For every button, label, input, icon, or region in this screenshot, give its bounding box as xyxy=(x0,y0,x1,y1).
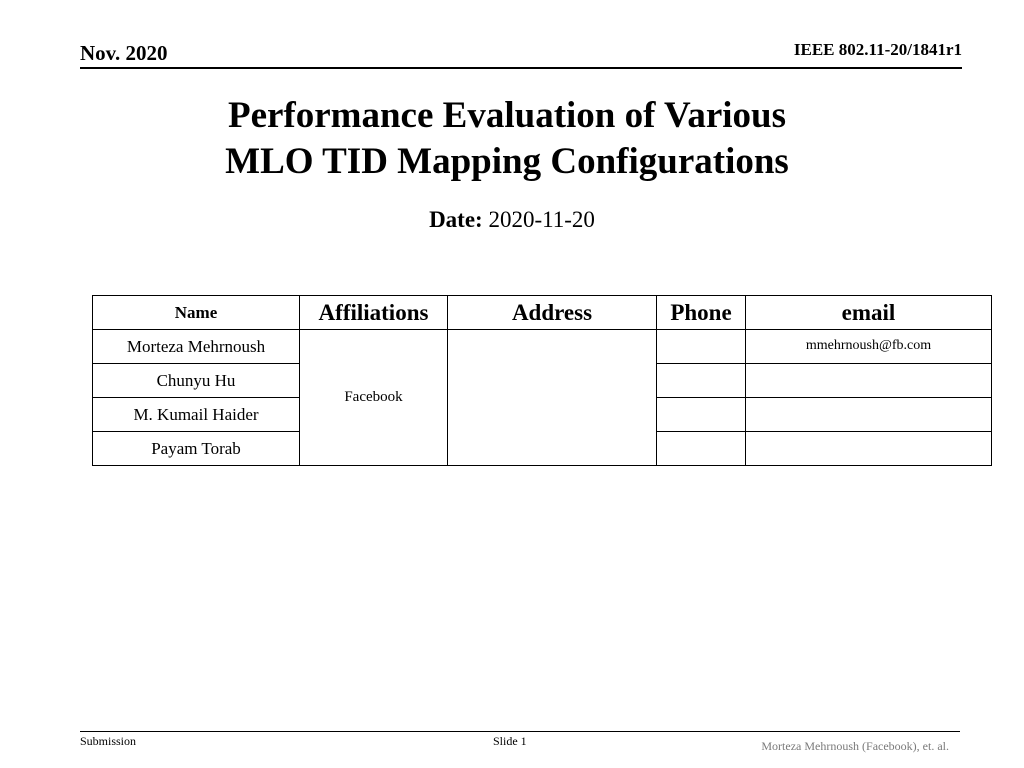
slide-title-line-1: Performance Evaluation of Various xyxy=(227,95,787,136)
author-email xyxy=(746,364,992,398)
column-header-phone: Phone xyxy=(657,296,746,330)
date-label: Date: xyxy=(429,207,483,232)
author-email xyxy=(746,398,992,432)
column-header-email: email xyxy=(746,296,992,330)
author-phone xyxy=(657,432,746,466)
header-document-id: IEEE 802.11-20/1841r1 xyxy=(793,40,962,59)
author-table xyxy=(92,295,992,466)
column-header-address: Address xyxy=(448,296,657,330)
author-name: Payam Torab xyxy=(93,432,300,466)
slide-title xyxy=(0,93,1014,185)
author-affiliation: Facebook xyxy=(300,330,448,466)
author-phone xyxy=(657,330,746,364)
author-phone xyxy=(657,364,746,398)
table-row xyxy=(93,330,992,364)
author-email xyxy=(746,432,992,466)
author-email: mmehrnoush@fb.com xyxy=(746,330,992,364)
footer-divider xyxy=(80,731,960,732)
author-name: Chunyu Hu xyxy=(93,364,300,398)
footer-slide-number: Slide 1 xyxy=(493,734,527,748)
column-header-name: Name xyxy=(93,296,300,330)
header-date: Nov. 2020 xyxy=(80,41,168,65)
author-table-header-row xyxy=(93,296,992,330)
date-value: 2020-11-20 xyxy=(488,207,595,232)
footer-submission: Submission xyxy=(80,734,137,748)
author-name: M. Kumail Haider xyxy=(93,398,300,432)
author-name: Morteza Mehrnoush xyxy=(93,330,300,364)
author-phone xyxy=(657,398,746,432)
author-address xyxy=(448,330,657,466)
column-header-affiliations: Affiliations xyxy=(300,296,448,330)
footer-authors: Morteza Mehrnoush (Facebook), et. al. xyxy=(761,739,949,753)
header-divider xyxy=(80,67,962,69)
slide-title-line-2: MLO TID Mapping Configurations xyxy=(225,141,789,182)
date-line xyxy=(0,206,1024,234)
